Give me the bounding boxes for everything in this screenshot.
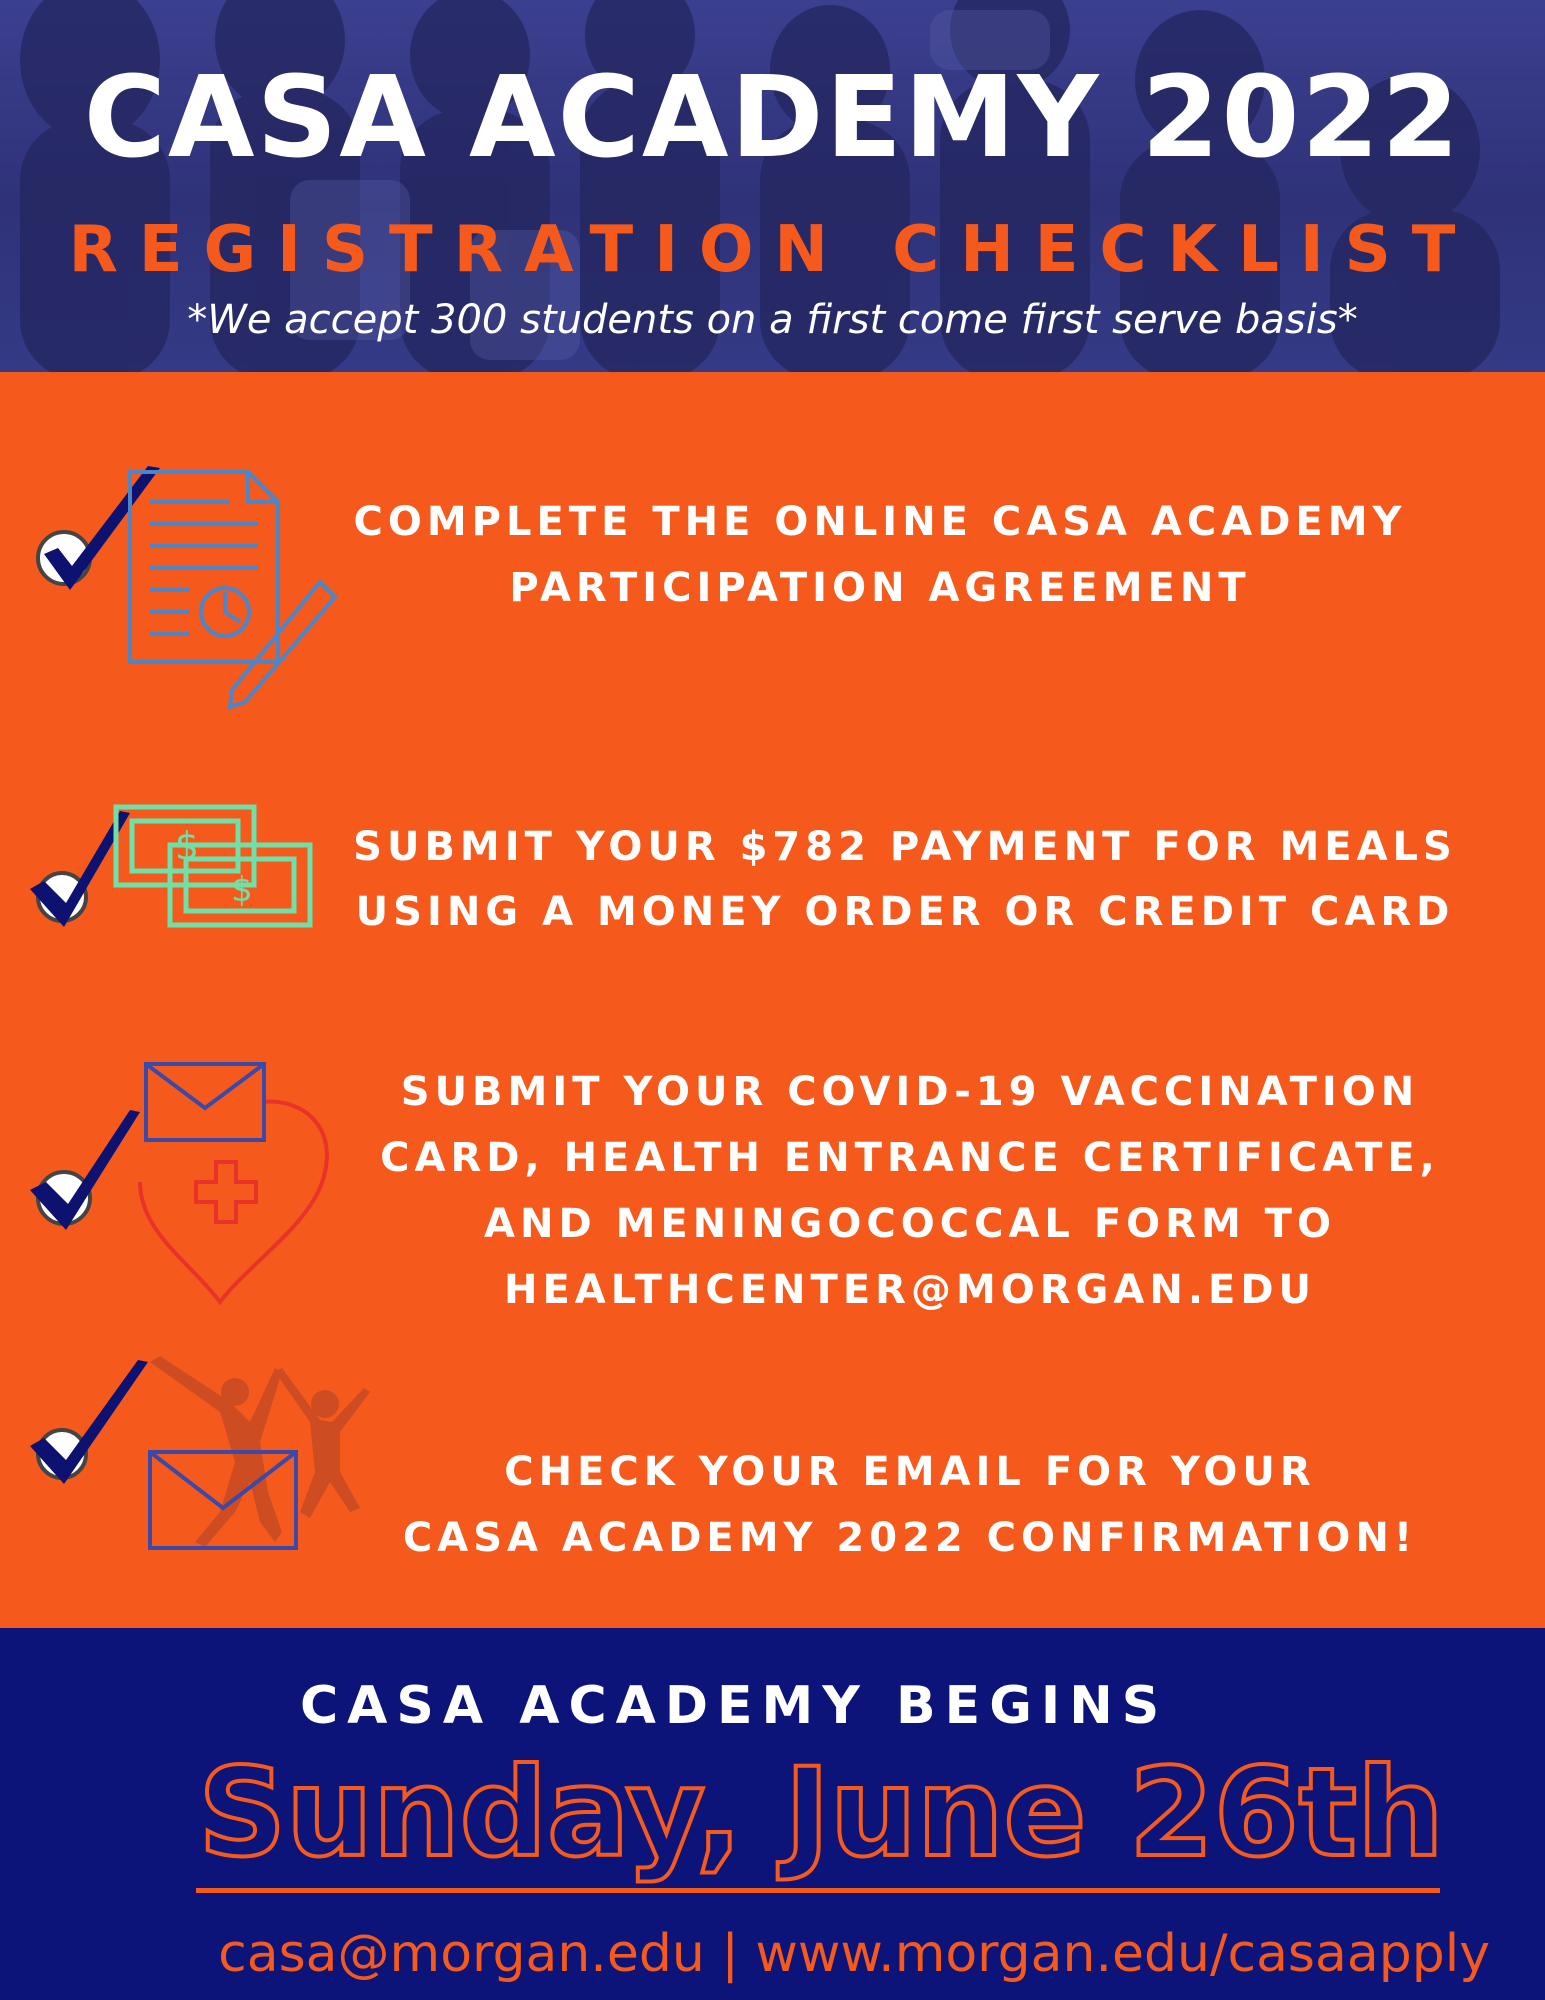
date-underline xyxy=(196,1888,1440,1893)
footer xyxy=(0,1628,1545,2000)
checklist-item xyxy=(0,797,1545,937)
envelope-heart-icon xyxy=(140,1064,327,1302)
check-icon xyxy=(20,1332,410,1592)
checklist-item-text xyxy=(290,499,1470,611)
checklist-item-line: CARD, HEALTH ENTRANCE CERTIFICATE, xyxy=(380,1135,1440,1181)
checklist-item-line: CASA ACADEMY 2022 CONFIRMATION! xyxy=(402,1515,1418,1561)
checklist-item-text xyxy=(340,1069,1480,1313)
check-icon xyxy=(20,797,320,937)
start-date: Sunday, June 26th xyxy=(198,1742,1444,1884)
page-title: CASA ACADEMY 2022 xyxy=(83,53,1462,183)
checklist-item-text xyxy=(330,824,1480,935)
header-banner xyxy=(0,0,1545,372)
check-icon xyxy=(20,1052,340,1322)
checklist-item-line: SUBMIT YOUR $782 PAYMENT FOR MEALS xyxy=(353,824,1457,870)
checklist-item-line: HEALTHCENTER@MORGAN.EDU xyxy=(503,1267,1317,1313)
checklist-item-line: AND MENINGOCOCCAL FORM TO xyxy=(484,1201,1336,1247)
checklist-item xyxy=(0,462,1545,712)
checklist-item xyxy=(0,1332,1545,1592)
checklist xyxy=(0,372,1545,1628)
checklist-item-text xyxy=(380,1449,1440,1561)
checklist-item-line: COMPLETE THE ONLINE CASA ACADEMY xyxy=(353,499,1407,545)
checklist-item-line: CHECK YOUR EMAIL FOR YOUR xyxy=(504,1449,1316,1495)
checklist-item xyxy=(0,1052,1545,1322)
svg-text:$: $ xyxy=(231,870,253,910)
enrollment-note: *We accept 300 students on a first come first serve basis* xyxy=(187,297,1358,343)
page-subtitle: REGISTRATION CHECKLIST xyxy=(68,213,1477,287)
money-icon xyxy=(116,807,310,925)
svg-text:$: $ xyxy=(174,824,200,868)
checklist-item-line: USING A MONEY ORDER OR CREDIT CARD xyxy=(355,889,1455,935)
checklist-item-line: PARTICIPATION AGREEMENT xyxy=(509,565,1251,611)
begins-label: CASA ACADEMY BEGINS xyxy=(300,1676,1169,1736)
checklist-item-line: SUBMIT YOUR COVID-19 VACCINATION xyxy=(400,1069,1420,1115)
contact-info[interactable]: casa@morgan.edu | www.morgan.edu/casaapply xyxy=(218,1924,1490,1984)
